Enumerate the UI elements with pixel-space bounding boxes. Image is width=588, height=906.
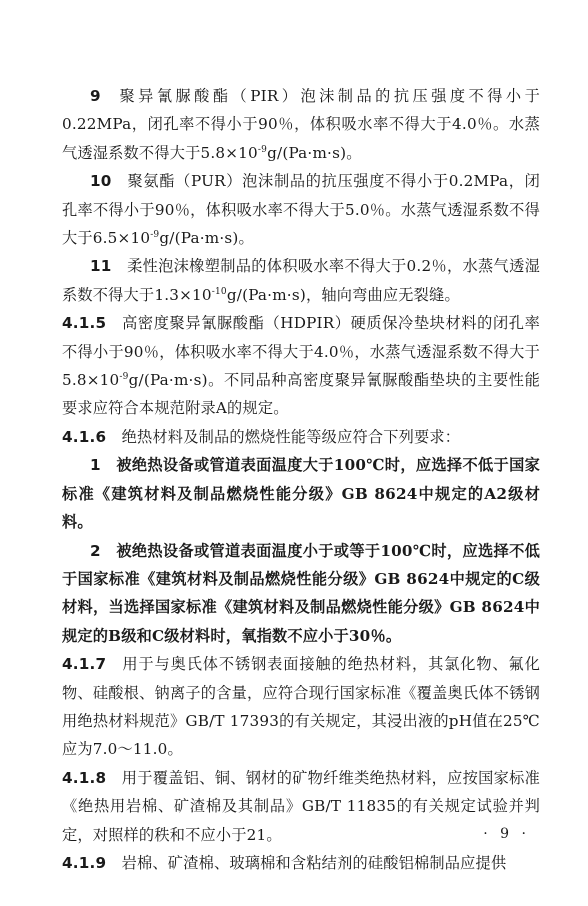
clause-paragraph: [62, 451, 540, 536]
clause-text: 被绝热设备或管道表面温度小于或等于100℃时，应选择不低于国家标准《建筑材料及制品燃烧性能分级》GB 8624中规定的C级材料，当选择国家标准《建筑材料及制品燃烧性能分级》GB 8624中规定的B级和C级材料时，氧指数不应小于30％。: [62, 541, 540, 645]
clause-number: 4.1.5: [62, 314, 107, 333]
clause-text: 用于与奥氏体不锈钢表面接触的绝热材料，其氯化物、氟化物、硅酸根、钠离子的含量，应符合现行国家标准《覆盖奥氏体不锈钢用绝热材料规范》GB/T 17393的有关规定，其浸出液的pH值在25℃应为7.0～11.0。: [62, 655, 540, 759]
clause-number: 4.1.7: [62, 655, 107, 674]
exponent: -9: [257, 144, 268, 155]
clause-text: g/(Pa·m·s)。: [267, 143, 362, 162]
clause-number: 4.1.6: [62, 427, 107, 446]
clause-paragraph: [62, 537, 540, 651]
clause-paragraph: [62, 252, 540, 309]
clause-paragraph: [62, 309, 540, 423]
clause-text: g/(Pa·m·s)。不同品种高密度聚异氰脲酸酯垫块的主要性能要求应符合本规范附录A的规定。: [62, 371, 540, 418]
clause-text: 聚氨酯（PUR）泡沫制品的抗压强度不得小于0.2MPa，闭孔率不得小于90％，体积吸水率不得大于5.0％。水蒸气透湿系数不得大于6.5×10: [62, 172, 540, 248]
page-number: · 9 ·: [483, 826, 530, 842]
exponent: -10: [211, 286, 227, 297]
clause-number: 9: [90, 87, 101, 105]
exponent: -9: [150, 230, 160, 241]
clause-text: g/(Pa·m·s)，轴向弯曲应无裂缝。: [226, 285, 460, 304]
clause-paragraph: [62, 650, 540, 764]
clause-number: 10: [90, 172, 112, 191]
clause-text: 被绝热设备或管道表面温度大于100℃时，应选择不低于国家标准《建筑材料及制品燃烧性能分级》GB 8624中规定的A2级材料。: [62, 456, 540, 532]
clause-text: 岩棉、矿渣棉、玻璃棉和含粘结剂的硅酸铝棉制品应提供: [121, 853, 507, 872]
exponent: -9: [119, 372, 129, 383]
clause-text: 高密度聚异氰脲酸酯（HDPIR）硬质保冷垫块材料的闭孔率不得小于90％，体积吸水率不得大于4.0％，水蒸气透湿系数不得大于5.8×10: [62, 314, 540, 390]
clause-paragraph: [62, 764, 540, 849]
clause-paragraph: [62, 849, 540, 877]
clause-text: 聚异氰脲酸酯（PIR）泡沫制品的抗压强度不得小于0.22MPa，闭孔率不得小于90％，体积吸水率不得大于4.0％。水蒸气透湿系数不得大于5.8×10: [62, 87, 540, 162]
clause-text: 用于覆盖铝、铜、钢材的矿物纤维类绝热材料，应按国家标准《绝热用岩棉、矿渣棉及其制品》GB/T 11835的有关规定试验并判定，对照样的秩和不应小于21。: [62, 768, 540, 844]
clause-text: 绝热材料及制品的燃烧性能等级应符合下列要求：: [121, 427, 461, 446]
clause-number: 2: [90, 541, 101, 560]
clause-number: 4.1.9: [62, 853, 107, 872]
clause-text: 柔性泡沫橡塑制品的体积吸水率不得大于0.2％，水蒸气透湿系数不得大于1.3×10: [62, 257, 540, 304]
clause-paragraph: [62, 82, 540, 167]
clause-number: 4.1.8: [62, 768, 107, 787]
page-body: [62, 82, 540, 877]
clause-paragraph: [62, 423, 540, 451]
clause-paragraph: [62, 167, 540, 252]
clause-text: g/(Pa·m·s)。: [159, 229, 254, 248]
clause-number: 11: [90, 257, 112, 276]
clause-number: 1: [90, 456, 101, 475]
